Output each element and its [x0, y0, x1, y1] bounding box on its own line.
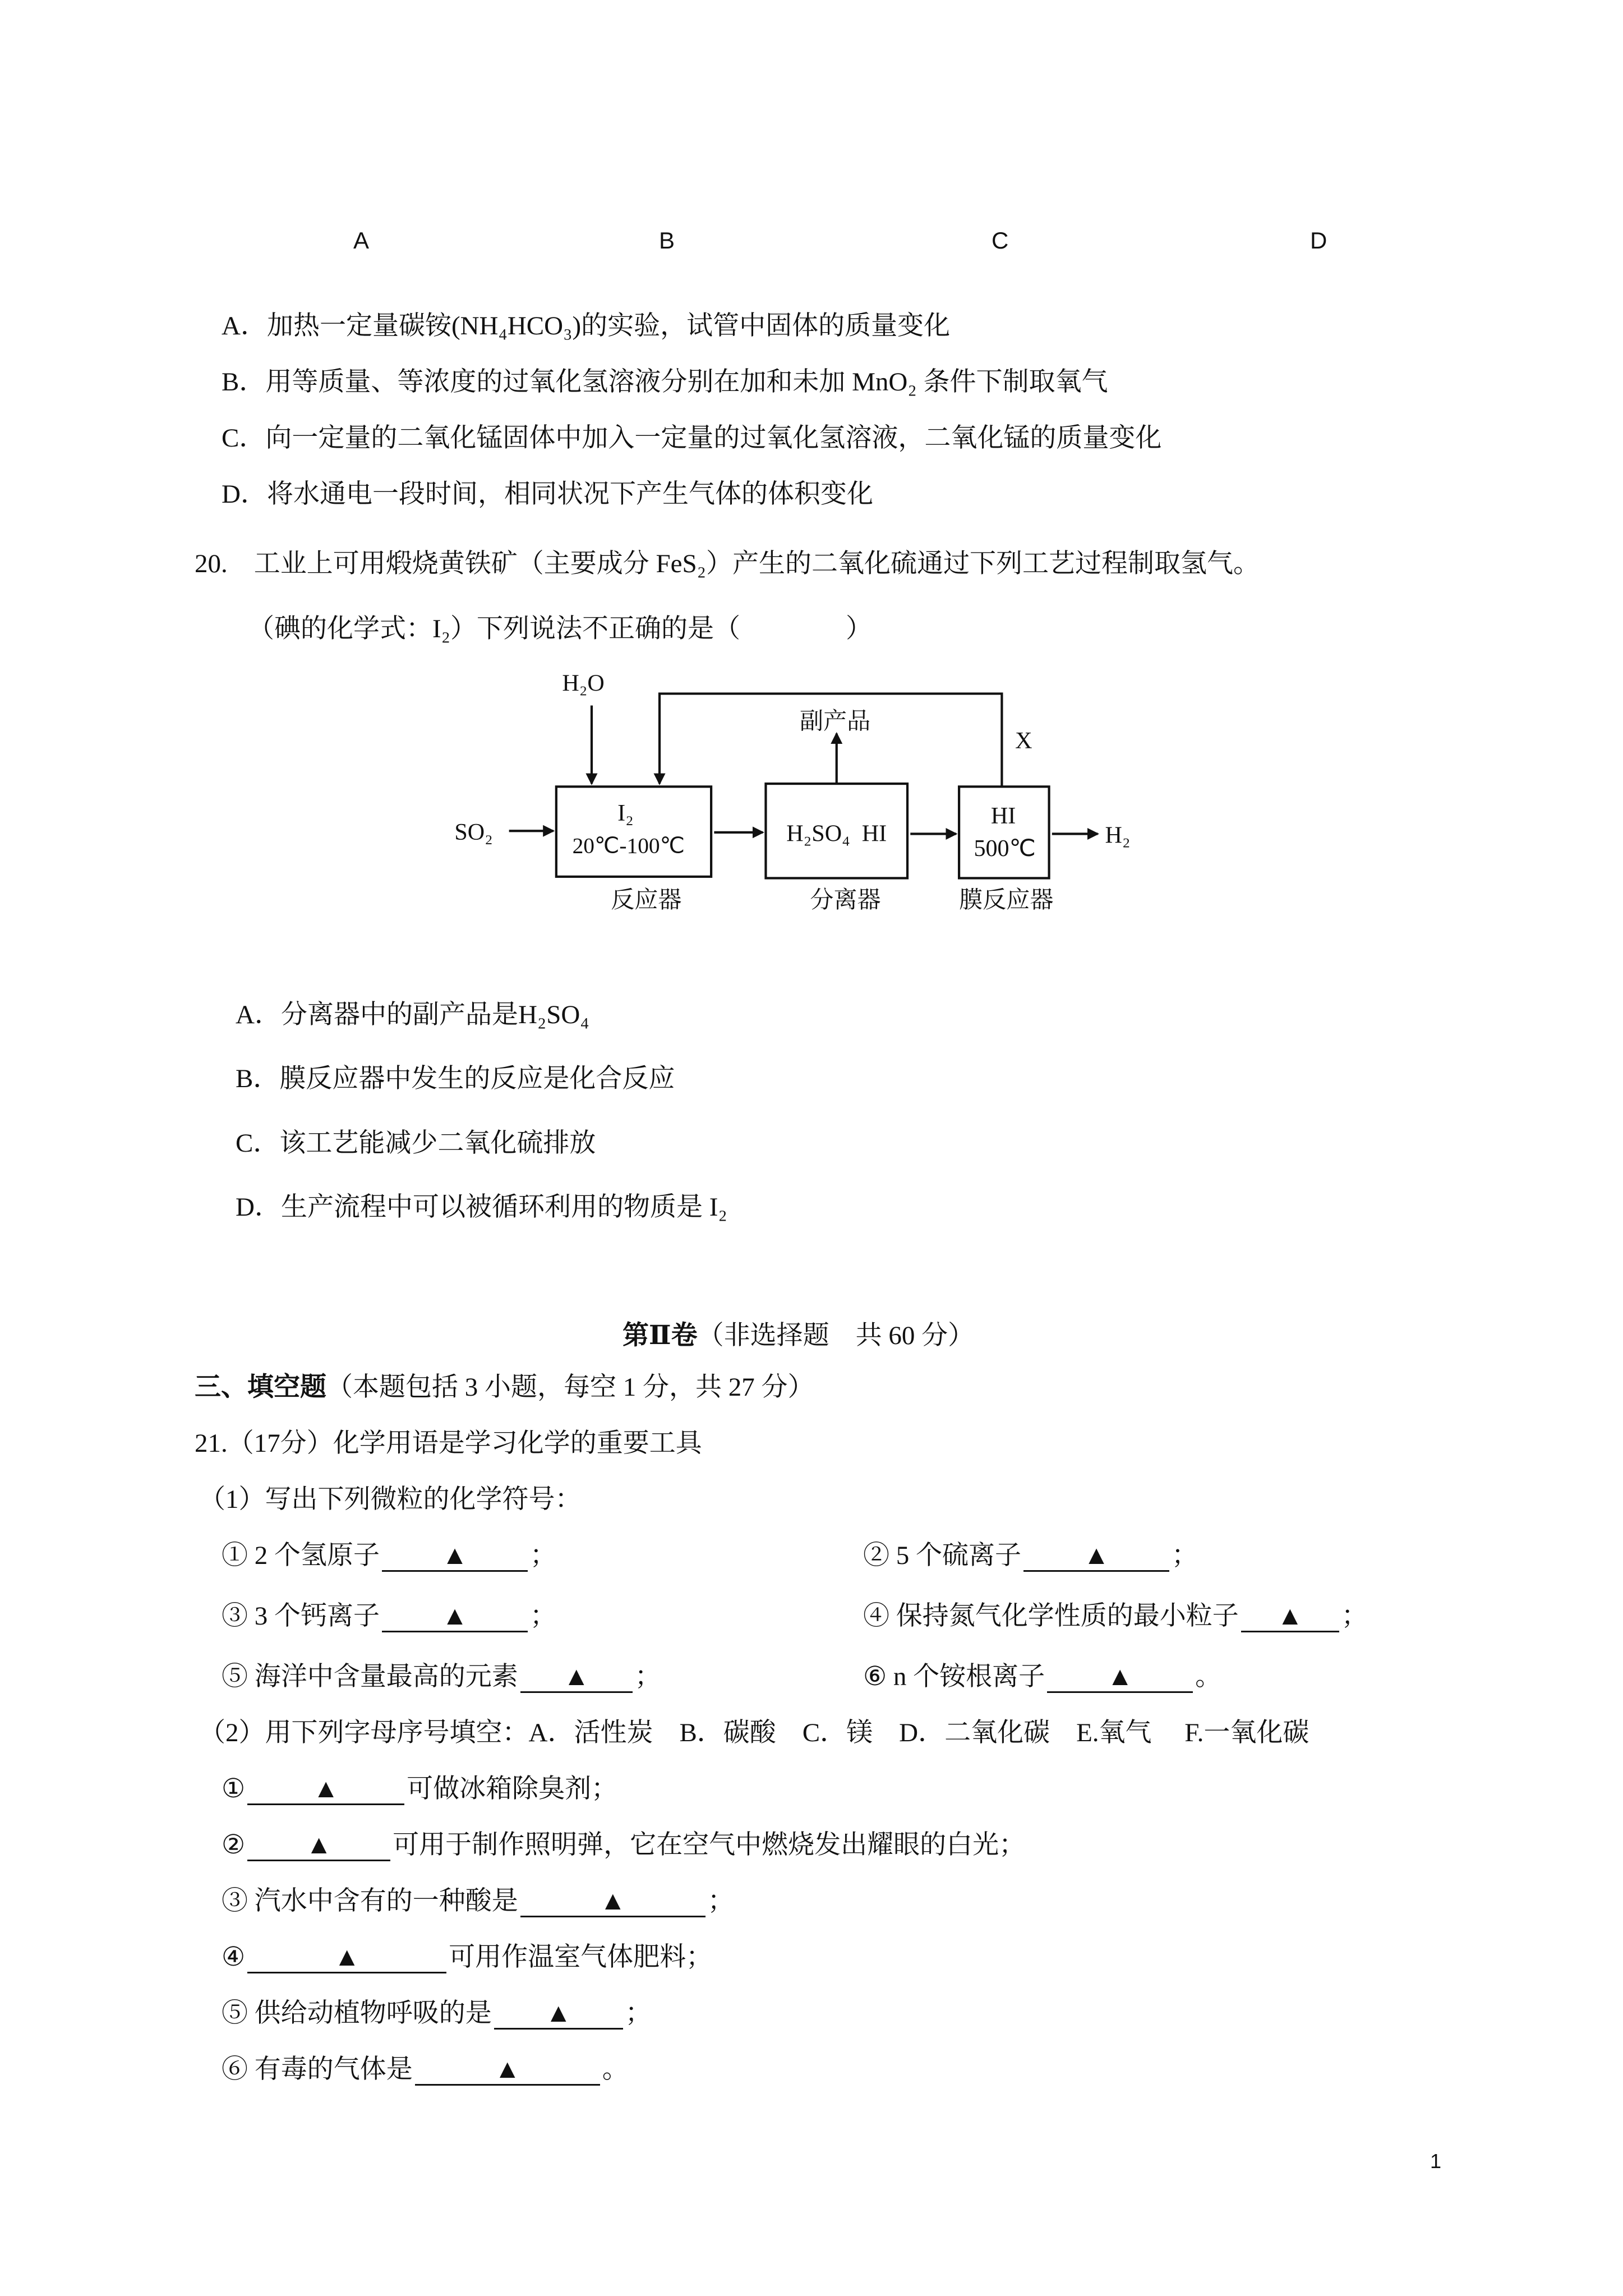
chart-label-a: A [353, 227, 370, 254]
hi-label: HI [990, 803, 1016, 830]
q21-part-2: （2）用下列字母序号填空：A．活性炭 B．碳酸 C．镁 D．二氧化碳 E.氧气 F.一氧化碳 [199, 1718, 1310, 1747]
chart-label-d: D [1310, 227, 1327, 254]
item-text: ④ 保持氮气化学性质的最小粒子 [863, 1602, 1239, 1631]
answer-blank[interactable]: ▲ [1047, 1662, 1193, 1693]
q19-option-c: C．向一定量的二氧化锰固体中加入一定量的过氧化氢溶液，二氧化锰的质量变化 [222, 424, 1162, 453]
answer-blank[interactable]: ▲ [494, 1999, 623, 2030]
part-2-title-rest: （非选择题 共 60 分） [697, 1321, 975, 1350]
membrane-reactor-box [959, 786, 1049, 878]
answer-blank[interactable]: ▲ [415, 2055, 600, 2086]
item-text: ； [625, 1999, 652, 2028]
section-3-heading [195, 1370, 814, 1404]
q20-option-c: C．该工艺能减少二氧化硫排放 [236, 1129, 596, 1158]
byproduct-label: 副产品 [799, 708, 871, 735]
so2-label: SO₂ [454, 819, 493, 846]
part-2-title [623, 1319, 974, 1352]
item-punct: 。 [1195, 1662, 1222, 1691]
item-text: 可做冰箱除臭剂； [407, 1774, 618, 1803]
item-text: ⑥ n 个铵根离子 [863, 1662, 1045, 1691]
q21-2-item [222, 1884, 734, 1918]
x-label: X [1015, 727, 1032, 754]
q19-option-b: B．用等质量、等浓度的过氧化氢溶液分别在加和未加 MnO₂ 条件下制取氧气 [222, 367, 1108, 397]
q19-option-d: D．将水通电一段时间，相同状况下产生气体的体积变化 [222, 480, 873, 509]
chart-label-b: B [659, 227, 675, 254]
h2-label: H₂ [1105, 822, 1131, 849]
page-number: 1 [1430, 2150, 1442, 2173]
answer-blank[interactable]: ▲ [382, 1602, 528, 1632]
item-punct: ； [530, 1602, 556, 1631]
reactor-temp-label: 20℃-100℃ [572, 833, 685, 858]
item-text: ⑤ 供给动植物呼吸的是 [222, 1999, 492, 2028]
q21-1-item [222, 1539, 556, 1572]
section-3-rest: （本题包括 3 小题，每空 1 分，共 27 分） [326, 1373, 814, 1402]
item-punct: ； [634, 1662, 661, 1691]
i2-label: I₂ [617, 799, 634, 826]
q21-1-item [222, 1660, 661, 1694]
answer-blank[interactable]: ▲ [1241, 1602, 1339, 1632]
membrane-reactor-caption: 膜反应器 [959, 887, 1054, 914]
q21-1-item [863, 1599, 1368, 1633]
item-text: ； [707, 1887, 734, 1916]
membrane-temp-label: 500℃ [974, 835, 1036, 862]
item-text: ① 2 个氢原子 [222, 1541, 380, 1570]
section-3-bold: 三、填空题 [195, 1373, 326, 1402]
reactor-box [556, 786, 711, 876]
separator-content-label: H₂SO₄ HI [786, 820, 887, 847]
item-text: ⑤ 海洋中含量最高的元素 [222, 1662, 518, 1691]
item-text: ① [222, 1774, 246, 1803]
separator-caption: 分离器 [810, 887, 881, 914]
q20-stem-2: （碘的化学式：I₂）下列说法不正确的是（ ） [248, 614, 873, 643]
item-punct: ； [530, 1541, 556, 1570]
answer-blank[interactable]: ▲ [247, 1774, 404, 1805]
item-text: ③ 3 个钙离子 [222, 1602, 380, 1631]
q21-stem: 21.（17分）化学用语是学习化学的重要工具 [195, 1429, 702, 1458]
answer-blank[interactable]: ▲ [247, 1943, 446, 1973]
h2o-label: H₂O [562, 670, 605, 697]
reactor-caption: 反应器 [611, 887, 682, 914]
q21-2-item [222, 1828, 1025, 1862]
q21-part-1: （1）写出下列微粒的化学符号： [199, 1485, 582, 1514]
recycle-x-arrow [660, 694, 1002, 787]
item-text: 。 [602, 2055, 629, 2084]
item-text: ② [222, 1830, 246, 1860]
item-text: 可用作温室气体肥料； [449, 1943, 713, 1972]
part-2-title-bold: 第Ⅱ卷 [623, 1321, 698, 1350]
item-text: ⑥ 有毒的气体是 [222, 2055, 413, 2084]
item-text: 可用于制作照明弹，它在空气中燃烧发出耀眼的白光； [393, 1830, 1026, 1860]
answer-blank[interactable]: ▲ [382, 1541, 528, 1572]
q21-2-item [222, 2053, 629, 2086]
q21-1-item [863, 1660, 1221, 1694]
q21-2-item [222, 1940, 712, 1974]
answer-blank[interactable]: ▲ [247, 1830, 390, 1861]
q20-option-a: A．分离器中的副产品是H₂SO₄ [236, 1000, 589, 1029]
q20-option-d: D．生产流程中可以被循环利用的物质是 I₂ [236, 1193, 727, 1222]
q20-stem: 20. 工业上可用煅烧黄铁矿（主要成分 FeS₂）产生的二氧化硫通过下列工艺过程制取氢气。 [195, 549, 1260, 578]
item-text: ④ [222, 1943, 246, 1972]
q21-2-item [222, 1772, 617, 1806]
q19-option-a: A．加热一定量碳铵(NH₄HCO₃)的实验，试管中固体的质量变化 [222, 311, 951, 341]
answer-blank[interactable]: ▲ [1023, 1541, 1169, 1572]
q21-2-item [222, 1996, 652, 2030]
chart-label-c: C [992, 227, 1009, 254]
q20-option-b: B．膜反应器中发生的反应是化合反应 [236, 1064, 675, 1093]
answer-blank[interactable]: ▲ [520, 1662, 633, 1693]
item-punct: ； [1172, 1541, 1198, 1570]
item-punct: ； [1341, 1602, 1368, 1631]
answer-blank[interactable]: ▲ [520, 1887, 706, 1917]
item-text: ③ 汽水中含有的一种酸是 [222, 1887, 518, 1916]
item-text: ② 5 个硫离子 [863, 1541, 1021, 1570]
q21-1-item [222, 1599, 556, 1633]
q21-1-item [863, 1539, 1198, 1572]
